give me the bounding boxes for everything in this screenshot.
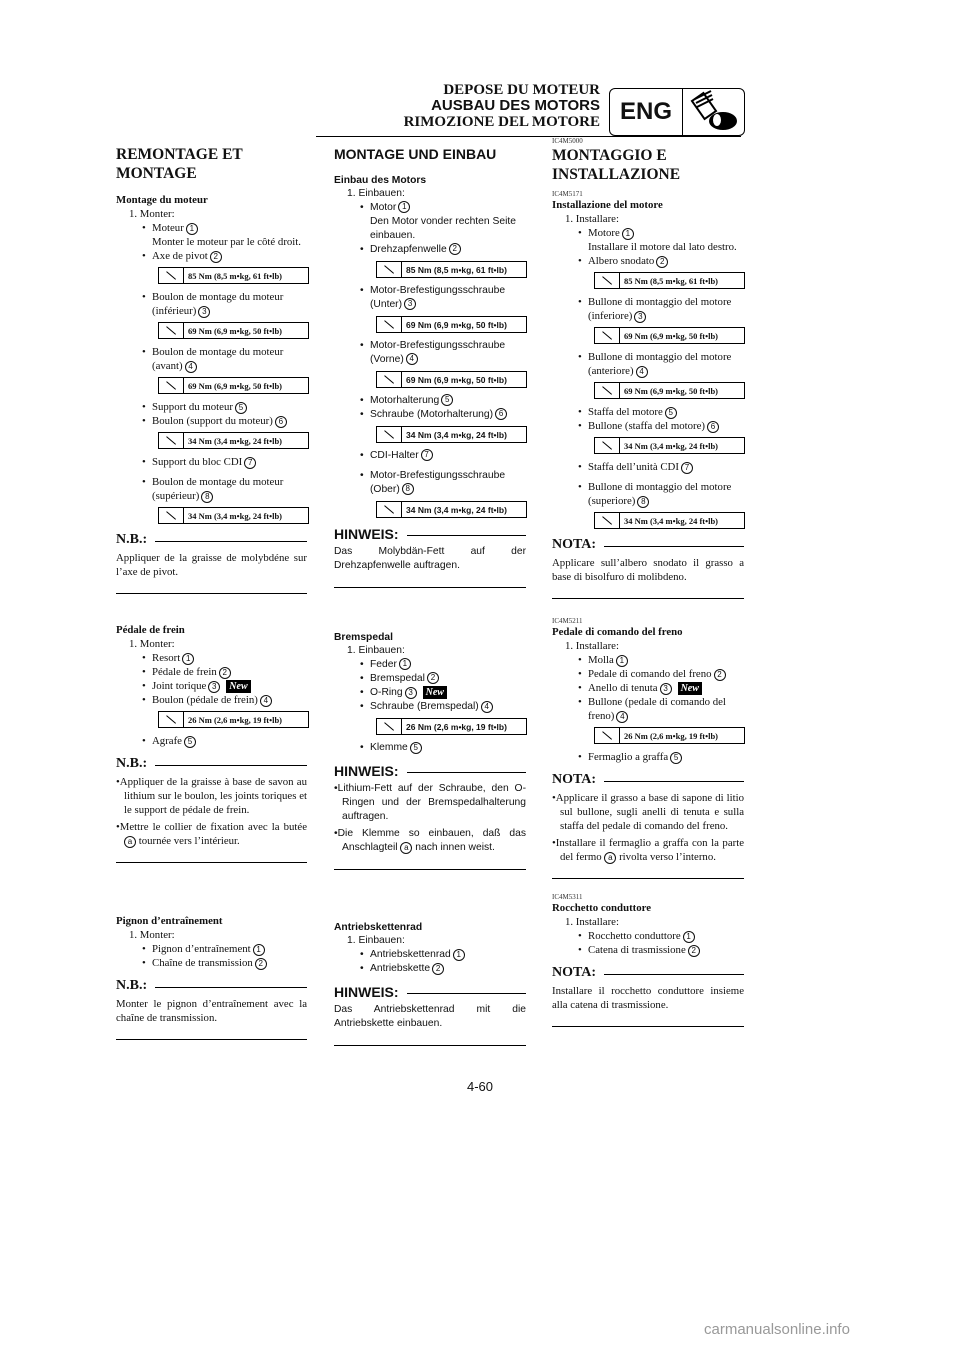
torque-spec: 34 Nm (3,4 m•kg, 24 ft•lb) [594, 512, 745, 529]
list-item: • Staffa dell’unità CDI 7 [552, 460, 744, 474]
ref-code: IC4M5000 [552, 137, 583, 145]
list-item: • Boulon (pédale de frein) 4 [116, 693, 307, 707]
wrench-icon [377, 372, 402, 387]
list-item: • Support du bloc CDI 7 [116, 455, 307, 469]
wrench-icon [595, 728, 620, 743]
list-item: • Pédale de frein 2 [116, 665, 307, 679]
list-item: • Schraube (Motorhalterung) 6 [334, 408, 526, 422]
list-item: • Moteur 1 [116, 221, 307, 235]
list-item: • Feder 1 [334, 658, 526, 672]
torque-spec: 85 Nm (8,5 m•kg, 61 ft•lb) [376, 261, 527, 278]
column-fr [116, 145, 307, 1040]
list-item: • Bremspedal 2 [334, 672, 526, 686]
step: 1. Installare: [565, 213, 619, 225]
wrench-icon [159, 433, 184, 448]
list-item: • Bullone di montaggio del motore (superiore) 8 [552, 480, 744, 508]
ref-code: IC4M5171 [552, 190, 583, 198]
header-title-fr: DEPOSE DU MOTEUR [443, 82, 600, 98]
list-item: • Bullone di montaggio del motore (inferiore) 3 [552, 295, 744, 323]
wrench-icon [159, 268, 184, 283]
wrench-icon [595, 438, 620, 453]
step: 1. Installare: [565, 916, 619, 929]
list-item: • Pedale di comando del freno 2 [552, 667, 744, 681]
subsection-heading: Installazione del motore [552, 199, 663, 211]
step: 1. Monter: [129, 208, 175, 220]
section-title: REMONTAGE ET MONTAGE [116, 146, 243, 182]
page-header [372, 82, 600, 130]
list-item-detail: Installare il motore dal lato destro. [588, 241, 737, 253]
section-title: MONTAGGIO E INSTALLAZIONE [552, 147, 681, 183]
list-item: • Motor-Brefestigungsschraube (Unter) 3 [334, 284, 526, 312]
list-item: • Drehzapfenwelle 2 [334, 243, 526, 257]
note-box: N.B.: •Appliquer de la graisse à base de savon au lithium sur le boulon, les joints toriques et le support de pédale de frein. •Mettre le collier de fixation avec la butée a tournée vers l’intérieur. [116, 756, 307, 863]
note-box: HINWEIS: Das Antriebskettenrad mit die Antriebskette einbauen. [334, 984, 526, 1046]
list-item: • Joint torique 3 New [116, 679, 307, 693]
torque-spec: 34 Nm (3,4 m•kg, 24 ft•lb) [158, 432, 309, 449]
section-title: MONTAGE UND EINBAU [334, 146, 497, 162]
wrench-icon [595, 383, 620, 398]
wrench-icon [595, 273, 620, 288]
subsection-heading: Montage du moteur [116, 194, 208, 206]
torque-spec: 34 Nm (3,4 m•kg, 24 ft•lb) [158, 507, 309, 524]
list-item: • Boulon (support du moteur) 6 [116, 414, 307, 428]
torque-spec: 69 Nm (6,9 m•kg, 50 ft•lb) [158, 322, 309, 339]
subsection-heading: Einbau des Motors [334, 175, 427, 186]
list-item: • Albero snodato 2 [552, 254, 744, 268]
list-item: • Bullone (staffa del motore) 6 [552, 419, 744, 433]
subsection-heading: Bremspedal [334, 632, 393, 643]
wrench-icon [377, 317, 402, 332]
note-box: HINWEIS: Das Molybdän-Fett auf der Drehzapfenwelle auftragen. [334, 526, 526, 588]
list-item: • Boulon de montage du moteur (supérieur) 8 [116, 475, 307, 503]
torque-spec: 69 Nm (6,9 m•kg, 50 ft•lb) [158, 377, 309, 394]
torque-spec: 26 Nm (2,6 m•kg, 19 ft•lb) [158, 711, 309, 728]
list-item: • Klemme 5 [334, 741, 526, 755]
list-item: • Agrafe 5 [116, 734, 307, 748]
list-item: • CDI-Halter 7 [334, 449, 526, 463]
list-item: • Boulon de montage du moteur (avant) 4 [116, 345, 307, 373]
torque-spec: 69 Nm (6,9 m•kg, 50 ft•lb) [594, 382, 745, 399]
list-item: • Anello di tenuta 3 New [552, 681, 744, 695]
torque-spec: 26 Nm (2,6 m•kg, 19 ft•lb) [594, 727, 745, 744]
wrench-icon [377, 719, 402, 734]
step: 1. Einbauen: [347, 188, 405, 199]
note-box: NOTA: Applicare sull’albero snodato il grasso a base di bisolfuro di molibdeno. [552, 537, 744, 599]
list-item: • Antriebskettenrad 1 [334, 948, 526, 962]
new-part-badge: New [226, 680, 250, 693]
torque-spec: 69 Nm (6,9 m•kg, 50 ft•lb) [376, 316, 527, 333]
list-item-detail: Monter le moteur par le côté droit. [152, 236, 302, 248]
wrench-icon [377, 427, 402, 442]
engine-icon [683, 89, 744, 135]
list-item: • Motor 1 [334, 201, 526, 215]
wrench-icon [377, 262, 402, 277]
list-item: • Schraube (Bremspedal) 4 [334, 700, 526, 714]
step: 1. Monter: [129, 929, 175, 942]
list-item: • Boulon de montage du moteur (inférieur) 3 [116, 290, 307, 318]
wrench-icon [595, 513, 620, 528]
list-item: • Motore 1 [552, 226, 744, 240]
wrench-icon [159, 712, 184, 727]
list-item: • Support du moteur 5 [116, 400, 307, 414]
torque-spec: 26 Nm (2,6 m•kg, 19 ft•lb) [376, 718, 527, 735]
subsection-heading: Pignon d’entraînement [116, 915, 223, 928]
step: 1. Einbauen: [347, 935, 405, 947]
note-box: N.B.: Appliquer de la graisse de molybdéne sur l’axe de pivot. [116, 532, 307, 594]
step: 1. Monter: [129, 638, 175, 650]
note-box: N.B.: Monter le pignon d’entraînement avec la chaîne de transmission. [116, 978, 307, 1040]
list-item: • Bullone (pedale di comando del freno) 4 [552, 695, 744, 723]
list-item: • Rocchetto conduttore 1 [552, 929, 744, 943]
list-item: • Fermaglio a graffa 5 [552, 750, 744, 764]
subsection-heading: Rocchetto conduttore [552, 902, 652, 915]
ref-code: IC4M5311 [552, 893, 583, 902]
new-part-badge: New [423, 686, 447, 699]
section-badge [609, 88, 745, 136]
torque-spec: 85 Nm (8,5 m•kg, 61 ft•lb) [594, 272, 745, 289]
note-box: HINWEIS: •Lithium-Fett auf der Schraube, den O-Ringen und der Bremspedalhalterung auftragen. •Die Klemme so einbauen, daß das Anschlagteil a nach innen weist. [334, 763, 526, 870]
note-box: NOTA: Installare il rocchetto conduttore insieme alla catena di trasmissione. [552, 965, 744, 1027]
ref-code: IC4M5211 [552, 617, 583, 625]
column-de [334, 145, 526, 1046]
step: 1. Installare: [565, 640, 619, 652]
list-item: • Staffa del motore 5 [552, 405, 744, 419]
list-item: • Antriebskette 2 [334, 962, 526, 976]
wrench-icon [159, 508, 184, 523]
header-title-de: AUSBAU DES MOTORS [431, 97, 600, 114]
wrench-icon [377, 502, 402, 517]
list-item: • Catena di trasmissione 2 [552, 943, 744, 957]
list-item: • Axe de pivot 2 [116, 249, 307, 263]
list-item: • Molla 1 [552, 653, 744, 667]
torque-spec: 69 Nm (6,9 m•kg, 50 ft•lb) [594, 327, 745, 344]
new-part-badge: New [678, 682, 702, 695]
list-item-detail: Den Motor vonder rechten Seite einbauen. [370, 216, 516, 241]
watermark: carmanualsonline.info [704, 1321, 850, 1338]
list-item: • Resort 1 [116, 651, 307, 665]
wrench-icon [595, 328, 620, 343]
list-item: • Bullone di montaggio del motore (anteriore) 4 [552, 350, 744, 378]
subsection-heading: Antriebskettenrad [334, 922, 423, 934]
page-number: 4-60 [466, 1079, 494, 1094]
list-item: • O-Ring 3 New [334, 686, 526, 700]
header-title-it: RIMOZIONE DEL MOTORE [403, 114, 600, 130]
torque-spec: 34 Nm (3,4 m•kg, 24 ft•lb) [376, 426, 527, 443]
list-item: • Pignon d’entraînement 1 [116, 942, 307, 956]
subsection-heading: Pédale de frein [116, 624, 185, 636]
badge-label: ENG [610, 89, 683, 135]
note-box: NOTA: •Applicare il grasso a base di sapone di litio sul bullone, sugli anelli di tenuta e sulla staffa del pedale di comando del freno. •Installare il fermaglio a graffa con la parte del fermo a rivolta verso l’interno. [552, 772, 744, 879]
list-item: • Chaîne de transmission 2 [116, 956, 307, 970]
torque-spec: 85 Nm (8,5 m•kg, 61 ft•lb) [158, 267, 309, 284]
column-it [552, 137, 744, 1027]
torque-spec: 34 Nm (3,4 m•kg, 24 ft•lb) [376, 501, 527, 518]
list-item: • Motor-Brefestigungsschraube (Ober) 8 [334, 469, 526, 497]
list-item: • Motor-Brefestigungsschraube (Vorne) 4 [334, 339, 526, 367]
torque-spec: 34 Nm (3,4 m•kg, 24 ft•lb) [594, 437, 745, 454]
subsection-heading: Pedale di comando del freno [552, 626, 683, 638]
wrench-icon [159, 323, 184, 338]
wrench-icon [159, 378, 184, 393]
step: 1. Einbauen: [347, 645, 405, 656]
torque-spec: 69 Nm (6,9 m•kg, 50 ft•lb) [376, 371, 527, 388]
list-item: • Motorhalterung 5 [334, 394, 526, 408]
